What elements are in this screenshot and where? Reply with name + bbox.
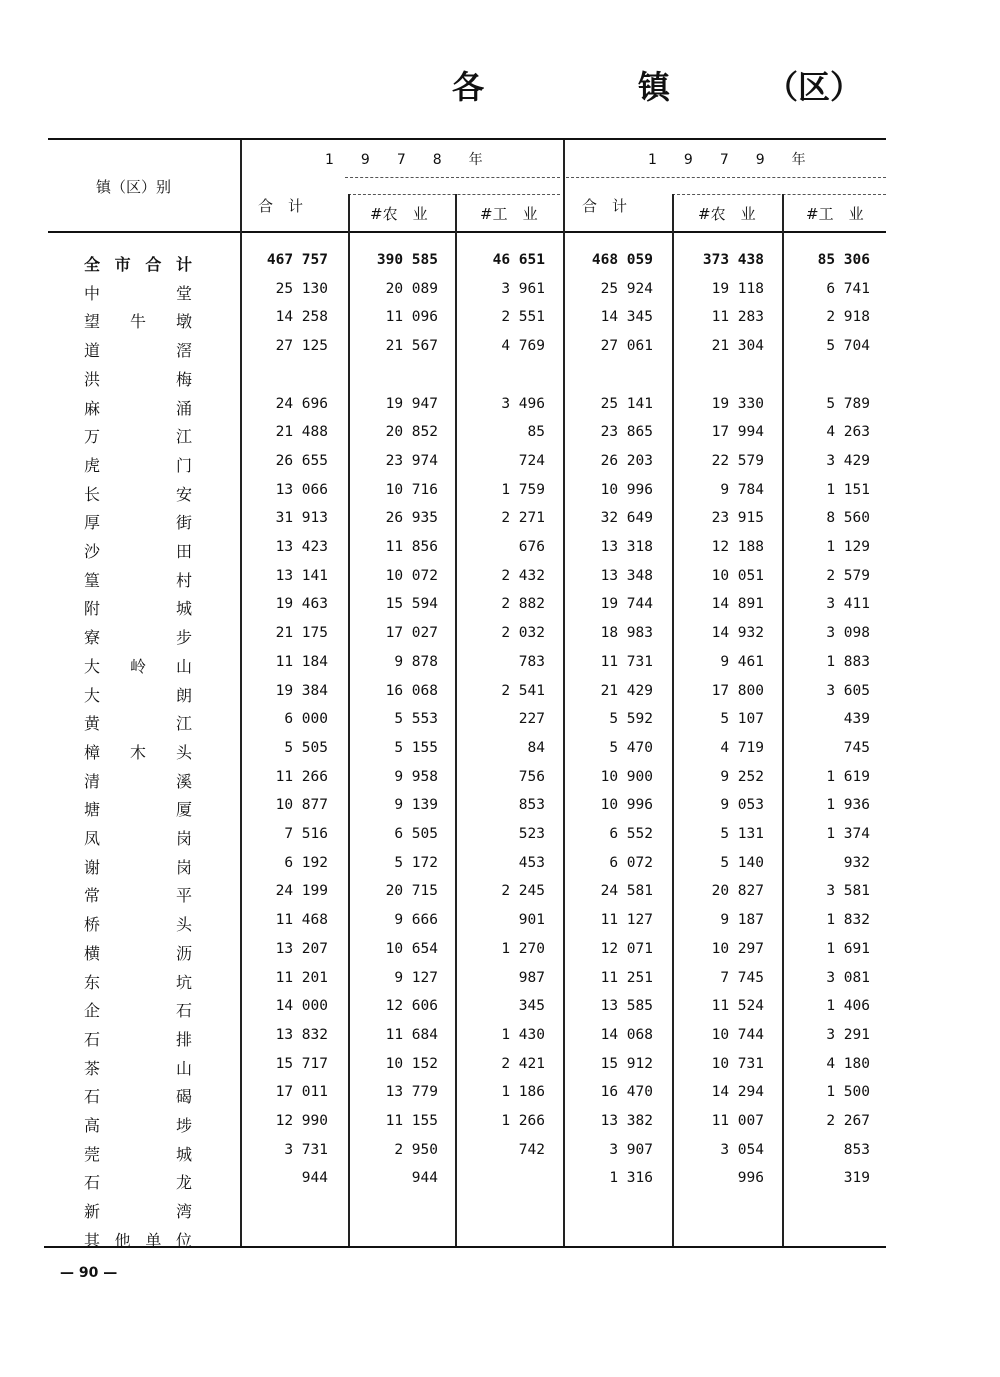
table-cell: 6 000 bbox=[284, 711, 328, 728]
table-cell: 15 912 bbox=[600, 1055, 653, 1072]
table-cell: 1 270 bbox=[501, 940, 545, 957]
table-cell: 25 924 bbox=[600, 280, 653, 297]
table-cell: 4 719 bbox=[720, 739, 764, 756]
table-cell: 2 579 bbox=[826, 567, 870, 584]
table-cell: 17 027 bbox=[385, 625, 438, 642]
table-cell: 724 bbox=[518, 452, 545, 469]
table-top-rule bbox=[48, 138, 886, 140]
town-name: 新 湾 bbox=[84, 1202, 192, 1222]
col-header-total-1978: 合 计 bbox=[258, 197, 304, 215]
table-cell: 5 155 bbox=[394, 739, 438, 756]
table-cell: 20 715 bbox=[385, 883, 438, 900]
table-cell: 11 127 bbox=[600, 912, 653, 929]
table-row bbox=[0, 1142, 1000, 1168]
table-cell: 12 071 bbox=[600, 940, 653, 957]
table-cell: 9 666 bbox=[394, 912, 438, 929]
town-name: 其 他 单 位 bbox=[84, 1230, 192, 1250]
town-name: 东 坑 bbox=[84, 972, 192, 992]
table-cell: 10 996 bbox=[600, 797, 653, 814]
table-cell: 11 201 bbox=[275, 969, 328, 986]
table-cell: 13 423 bbox=[275, 539, 328, 555]
table-row bbox=[0, 1027, 1000, 1053]
table-cell: 5 704 bbox=[826, 338, 870, 355]
table-row bbox=[0, 568, 1000, 594]
table-cell: 16 068 bbox=[385, 682, 438, 699]
table-cell: 11 184 bbox=[275, 653, 328, 670]
table-row bbox=[0, 1170, 1000, 1196]
table-cell: 22 579 bbox=[711, 452, 764, 469]
table-cell: 5 140 bbox=[720, 854, 764, 871]
table-cell: 453 bbox=[518, 854, 545, 871]
table-cell: 19 744 bbox=[600, 596, 653, 613]
table-cell: 24 581 bbox=[600, 883, 653, 900]
table-cell: 944 bbox=[301, 1170, 328, 1187]
table-cell: 20 852 bbox=[385, 424, 438, 441]
table-cell: 9 461 bbox=[720, 653, 764, 670]
town-name: 大 朗 bbox=[84, 685, 192, 705]
table-cell: 84 bbox=[527, 739, 545, 756]
table-cell: 5 553 bbox=[394, 711, 438, 728]
year-divider-1979 bbox=[566, 177, 886, 178]
table-cell: 21 175 bbox=[275, 625, 328, 642]
table-cell: 13 779 bbox=[385, 1084, 438, 1101]
table-cell: 11 856 bbox=[385, 539, 438, 555]
table-cell: 676 bbox=[518, 539, 545, 555]
table-cell: 4 180 bbox=[826, 1055, 870, 1072]
table-cell: 2 918 bbox=[826, 309, 870, 326]
table-cell: 19 947 bbox=[385, 395, 438, 412]
table-cell: 1 619 bbox=[826, 768, 870, 785]
table-cell: 9 139 bbox=[394, 797, 438, 814]
town-name: 麻 涌 bbox=[84, 398, 192, 418]
table-cell: 6 072 bbox=[609, 854, 653, 871]
table-cell: 14 345 bbox=[600, 309, 653, 326]
table-cell: 21 567 bbox=[385, 338, 438, 355]
table-cell: 3 098 bbox=[826, 625, 870, 642]
town-name: 中 堂 bbox=[84, 283, 192, 303]
table-cell: 9 784 bbox=[720, 481, 764, 498]
table-cell: 27 061 bbox=[600, 338, 653, 355]
table-row bbox=[0, 482, 1000, 508]
town-name: 篁 村 bbox=[84, 570, 192, 590]
table-cell: 27 125 bbox=[275, 338, 328, 355]
table-cell: 15 717 bbox=[275, 1055, 328, 1072]
table-cell: 13 318 bbox=[600, 539, 653, 555]
table-cell: 12 188 bbox=[711, 539, 764, 555]
table-cell: 3 429 bbox=[826, 452, 870, 469]
table-cell: 5 470 bbox=[609, 739, 653, 756]
table-row bbox=[0, 1113, 1000, 1139]
table-row bbox=[0, 683, 1000, 709]
town-name: 沙 田 bbox=[84, 542, 192, 561]
town-name: 望 牛 墩 bbox=[84, 312, 192, 332]
table-cell: 25 130 bbox=[275, 280, 328, 297]
table-cell: 987 bbox=[518, 969, 545, 986]
table-row bbox=[0, 625, 1000, 651]
table-cell: 9 878 bbox=[394, 653, 438, 670]
table-cell: 14 000 bbox=[275, 998, 328, 1015]
table-row bbox=[0, 396, 1000, 422]
table-cell: 1 316 bbox=[609, 1170, 653, 1187]
table-cell: 1 759 bbox=[501, 481, 545, 498]
table-cell: 13 832 bbox=[275, 1026, 328, 1043]
table-cell: 10 072 bbox=[385, 567, 438, 584]
town-name: 万 江 bbox=[84, 427, 192, 447]
title-char-3: （区） bbox=[766, 68, 863, 106]
col-header-ind-1979: #工 业 bbox=[806, 205, 864, 223]
table-cell: 13 141 bbox=[275, 567, 328, 584]
table-cell: 11 468 bbox=[275, 912, 328, 929]
table-cell: 11 251 bbox=[600, 969, 653, 986]
table-cell: 12 606 bbox=[385, 998, 438, 1015]
table-row bbox=[0, 510, 1000, 536]
table-row bbox=[0, 1199, 1000, 1225]
table-row bbox=[0, 252, 1000, 278]
table-cell: 85 306 bbox=[817, 252, 870, 268]
table-cell: 23 974 bbox=[385, 452, 438, 469]
table-cell: 10 297 bbox=[711, 940, 764, 957]
table-cell: 1 186 bbox=[501, 1084, 545, 1101]
table-row bbox=[0, 539, 1000, 565]
table-cell: 32 649 bbox=[600, 510, 653, 527]
table-cell: 20 827 bbox=[711, 883, 764, 900]
table-cell: 46 651 bbox=[492, 252, 545, 268]
table-cell: 2 551 bbox=[501, 309, 545, 326]
town-name: 石 龙 bbox=[84, 1173, 192, 1193]
table-cell: 3 731 bbox=[284, 1141, 328, 1158]
table-cell: 85 bbox=[527, 424, 545, 441]
town-name: 横 沥 bbox=[84, 943, 192, 963]
table-cell: 10 152 bbox=[385, 1055, 438, 1072]
table-cell: 5 505 bbox=[284, 739, 328, 756]
town-name: 高 埗 bbox=[84, 1116, 192, 1135]
table-cell: 745 bbox=[843, 739, 870, 756]
table-cell: 2 421 bbox=[501, 1055, 545, 1072]
town-name: 寮 步 bbox=[84, 628, 192, 648]
table-row bbox=[0, 367, 1000, 393]
table-cell: 6 192 bbox=[284, 854, 328, 871]
table-cell: 11 684 bbox=[385, 1026, 438, 1043]
table-cell: 11 007 bbox=[711, 1113, 764, 1129]
table-cell: 1 883 bbox=[826, 653, 870, 670]
table-row bbox=[0, 740, 1000, 766]
table-row bbox=[0, 912, 1000, 938]
table-cell: 13 382 bbox=[600, 1113, 653, 1129]
town-name: 凤 岗 bbox=[84, 829, 192, 848]
sub-divider-1979 bbox=[672, 194, 886, 195]
table-cell: 24 199 bbox=[275, 883, 328, 900]
table-cell: 11 731 bbox=[600, 653, 653, 670]
table-cell: 13 066 bbox=[275, 481, 328, 498]
year-divider-1978 bbox=[345, 177, 560, 178]
town-name: 常 平 bbox=[84, 886, 192, 906]
table-cell: 2 882 bbox=[501, 596, 545, 613]
table-cell: 1 266 bbox=[501, 1113, 545, 1129]
table-cell: 319 bbox=[843, 1170, 870, 1187]
table-cell: 10 731 bbox=[711, 1055, 764, 1072]
town-name: 黄 江 bbox=[84, 714, 192, 734]
table-row bbox=[0, 338, 1000, 364]
table-cell: 5 107 bbox=[720, 711, 764, 728]
table-row bbox=[0, 1228, 1000, 1254]
table-cell: 373 438 bbox=[702, 252, 764, 268]
table-cell: 227 bbox=[518, 711, 545, 728]
table-cell: 3 605 bbox=[826, 682, 870, 699]
table-cell: 3 496 bbox=[501, 395, 545, 412]
table-cell: 6 505 bbox=[394, 826, 438, 842]
table-cell: 5 789 bbox=[826, 395, 870, 412]
table-row bbox=[0, 453, 1000, 479]
table-cell: 10 051 bbox=[711, 567, 764, 584]
table-cell: 16 470 bbox=[600, 1084, 653, 1101]
table-row bbox=[0, 654, 1000, 680]
table-cell: 14 891 bbox=[711, 596, 764, 613]
table-cell: 9 252 bbox=[720, 768, 764, 785]
table-cell: 944 bbox=[411, 1170, 438, 1187]
table-cell: 5 592 bbox=[609, 711, 653, 728]
table-cell: 26 935 bbox=[385, 510, 438, 527]
col-header-ind-1978: #工 业 bbox=[480, 205, 538, 223]
table-cell: 13 348 bbox=[600, 567, 653, 584]
table-cell: 2 032 bbox=[501, 625, 545, 642]
table-cell: 20 089 bbox=[385, 280, 438, 297]
table-cell: 2 541 bbox=[501, 682, 545, 699]
col-header-agri-1978: #农 业 bbox=[370, 205, 428, 223]
table-cell: 7 745 bbox=[720, 969, 764, 986]
town-name: 石 碣 bbox=[84, 1087, 192, 1107]
table-cell: 2 950 bbox=[394, 1141, 438, 1158]
title-char-1: 各 bbox=[452, 68, 485, 106]
table-cell: 19 118 bbox=[711, 280, 764, 297]
table-cell: 17 011 bbox=[275, 1084, 328, 1101]
table-cell: 3 054 bbox=[720, 1141, 764, 1158]
table-cell: 1 129 bbox=[826, 539, 870, 555]
table-cell: 26 203 bbox=[600, 452, 653, 469]
table-cell: 19 384 bbox=[275, 682, 328, 699]
col-header-total-1979: 合 计 bbox=[582, 197, 628, 215]
table-row bbox=[0, 855, 1000, 881]
town-name: 大 岭 山 bbox=[84, 656, 192, 676]
town-name: 莞 城 bbox=[84, 1144, 192, 1164]
table-cell: 14 932 bbox=[711, 625, 764, 642]
table-cell: 10 877 bbox=[275, 797, 328, 814]
town-name: 道 滘 bbox=[84, 341, 192, 361]
table-cell: 10 744 bbox=[711, 1026, 764, 1043]
town-name: 洪 梅 bbox=[84, 369, 192, 389]
table-row bbox=[0, 941, 1000, 967]
table-cell: 2 432 bbox=[501, 567, 545, 584]
table-cell: 14 068 bbox=[600, 1026, 653, 1043]
table-cell: 3 291 bbox=[826, 1026, 870, 1043]
table-cell: 19 330 bbox=[711, 395, 764, 412]
town-name: 石 排 bbox=[84, 1029, 192, 1049]
table-cell: 17 800 bbox=[711, 682, 764, 699]
table-row bbox=[0, 1056, 1000, 1082]
table-cell: 390 585 bbox=[376, 252, 438, 268]
table-cell: 742 bbox=[518, 1141, 545, 1158]
year-1979-header: 1979年 bbox=[648, 152, 833, 168]
town-name: 厚 街 bbox=[84, 513, 192, 533]
table-cell: 15 594 bbox=[385, 596, 438, 613]
table-cell: 853 bbox=[518, 797, 545, 814]
table-cell: 13 207 bbox=[275, 940, 328, 957]
table-cell: 11 283 bbox=[711, 309, 764, 326]
table-cell: 4 263 bbox=[826, 424, 870, 441]
table-cell: 6 552 bbox=[609, 826, 653, 842]
table-cell: 1 374 bbox=[826, 826, 870, 842]
table-cell: 10 996 bbox=[600, 481, 653, 498]
table-cell: 12 990 bbox=[275, 1113, 328, 1129]
table-cell: 2 271 bbox=[501, 510, 545, 527]
table-row bbox=[0, 281, 1000, 307]
page-number: — 90 — bbox=[60, 1265, 118, 1281]
table-cell: 11 096 bbox=[385, 309, 438, 326]
town-name: 茶 山 bbox=[84, 1058, 192, 1078]
table-cell: 2 267 bbox=[826, 1113, 870, 1129]
table-cell: 14 294 bbox=[711, 1084, 764, 1101]
table-cell: 901 bbox=[518, 912, 545, 929]
table-cell: 3 961 bbox=[501, 280, 545, 297]
row-header-label: 镇（区）别 bbox=[96, 178, 172, 196]
table-cell: 1 430 bbox=[501, 1026, 545, 1043]
table-cell: 23 915 bbox=[711, 510, 764, 527]
table-cell: 13 585 bbox=[600, 998, 653, 1015]
table-cell: 1 406 bbox=[826, 998, 870, 1015]
table-row bbox=[0, 309, 1000, 335]
table-cell: 18 983 bbox=[600, 625, 653, 642]
table-cell: 31 913 bbox=[275, 510, 328, 527]
table-row bbox=[0, 424, 1000, 450]
table-row bbox=[0, 797, 1000, 823]
table-row bbox=[0, 711, 1000, 737]
year-1978-header: 1978年 bbox=[325, 152, 510, 168]
table-cell: 10 716 bbox=[385, 481, 438, 498]
table-cell: 5 131 bbox=[720, 826, 764, 842]
table-cell: 25 141 bbox=[600, 395, 653, 412]
table-cell: 23 865 bbox=[600, 424, 653, 441]
header-bottom-rule bbox=[48, 231, 886, 233]
table-cell: 8 560 bbox=[826, 510, 870, 527]
table-cell: 17 994 bbox=[711, 424, 764, 441]
table-cell: 11 524 bbox=[711, 998, 764, 1015]
town-name: 樟 木 头 bbox=[84, 742, 192, 762]
town-name: 塘 厦 bbox=[84, 800, 192, 820]
table-cell: 21 429 bbox=[600, 682, 653, 699]
table-cell: 996 bbox=[737, 1170, 764, 1187]
table-row bbox=[0, 1084, 1000, 1110]
table-cell: 14 258 bbox=[275, 309, 328, 326]
table-cell: 853 bbox=[843, 1141, 870, 1158]
table-row bbox=[0, 970, 1000, 996]
town-name: 虎 门 bbox=[84, 455, 192, 475]
table-cell: 9 187 bbox=[720, 912, 764, 929]
table-cell: 783 bbox=[518, 653, 545, 670]
table-cell: 2 245 bbox=[501, 883, 545, 900]
table-cell: 932 bbox=[843, 854, 870, 871]
table-row bbox=[0, 883, 1000, 909]
table-cell: 345 bbox=[518, 998, 545, 1015]
table-row bbox=[0, 596, 1000, 622]
table-cell: 11 155 bbox=[385, 1113, 438, 1129]
table-cell: 467 757 bbox=[266, 252, 328, 268]
table-cell: 9 053 bbox=[720, 797, 764, 814]
town-name: 谢 岗 bbox=[84, 857, 192, 877]
table-row bbox=[0, 998, 1000, 1024]
table-cell: 3 081 bbox=[826, 969, 870, 986]
town-name: 桥 头 bbox=[84, 915, 192, 935]
table-cell: 1 500 bbox=[826, 1084, 870, 1101]
table-cell: 1 936 bbox=[826, 797, 870, 814]
table-cell: 3 411 bbox=[826, 596, 870, 613]
town-name: 清 溪 bbox=[84, 771, 192, 791]
table-cell: 19 463 bbox=[275, 596, 328, 613]
town-name: 企 石 bbox=[84, 1001, 192, 1021]
town-name: 附 城 bbox=[84, 599, 192, 619]
table-row bbox=[0, 826, 1000, 852]
table-cell: 1 151 bbox=[826, 481, 870, 498]
table-cell: 5 172 bbox=[394, 854, 438, 871]
table-cell: 11 266 bbox=[275, 768, 328, 785]
table-row bbox=[0, 769, 1000, 795]
table-cell: 523 bbox=[518, 826, 545, 842]
town-name: 全 市 合 计 bbox=[84, 255, 192, 274]
table-cell: 3 907 bbox=[609, 1141, 653, 1158]
table-cell: 21 488 bbox=[275, 424, 328, 441]
table-cell: 9 958 bbox=[394, 768, 438, 785]
table-cell: 10 654 bbox=[385, 940, 438, 957]
table-cell: 1 691 bbox=[826, 940, 870, 957]
table-cell: 26 655 bbox=[275, 452, 328, 469]
table-cell: 3 581 bbox=[826, 883, 870, 900]
table-cell: 21 304 bbox=[711, 338, 764, 355]
table-cell: 24 696 bbox=[275, 395, 328, 412]
table-cell: 9 127 bbox=[394, 969, 438, 986]
title-char-2: 镇 bbox=[638, 68, 671, 106]
sub-divider-1978 bbox=[348, 194, 560, 195]
table-cell: 1 832 bbox=[826, 912, 870, 929]
col-header-agri-1979: #农 业 bbox=[698, 205, 756, 223]
town-name: 长 安 bbox=[84, 484, 192, 504]
table-cell: 10 900 bbox=[600, 768, 653, 785]
page-title bbox=[0, 52, 1000, 112]
table-cell: 468 059 bbox=[591, 252, 653, 268]
table-cell: 756 bbox=[518, 768, 545, 785]
table-cell: 4 769 bbox=[501, 338, 545, 355]
table-cell: 7 516 bbox=[284, 826, 328, 842]
table-cell: 439 bbox=[843, 711, 870, 728]
table-cell: 6 741 bbox=[826, 280, 870, 297]
